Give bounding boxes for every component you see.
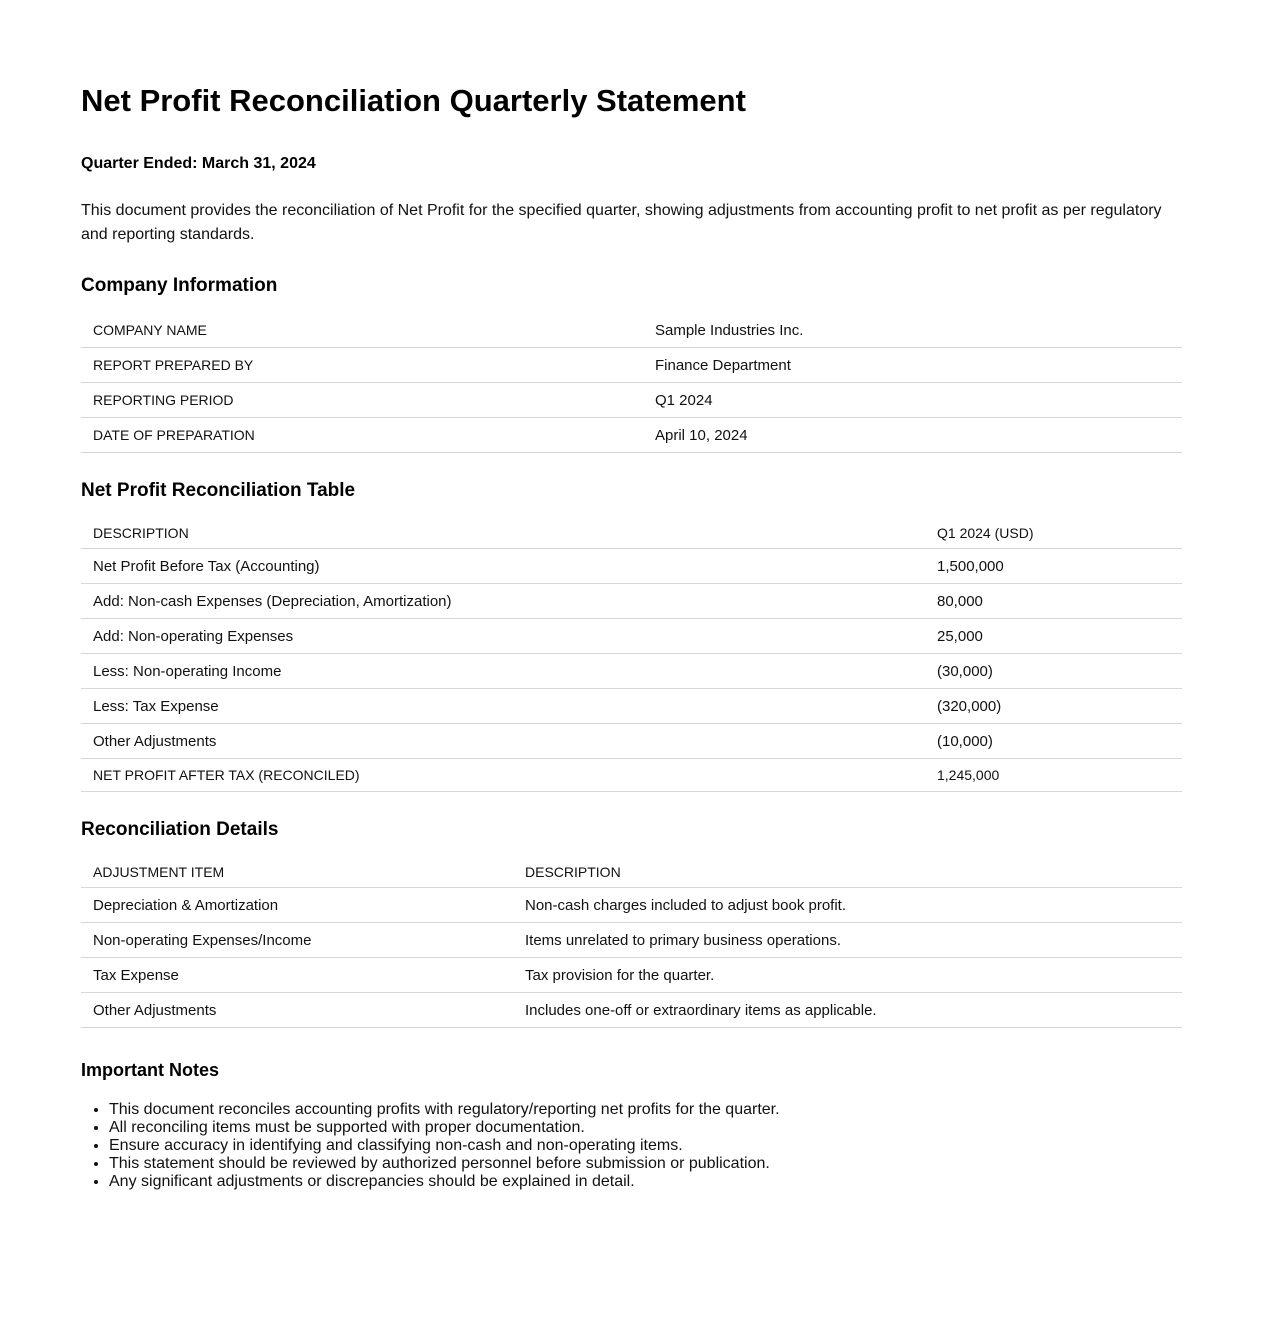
row-description: Add: Non-operating Expenses bbox=[81, 619, 925, 654]
row-description: Net Profit Before Tax (Accounting) bbox=[81, 549, 925, 584]
table-header-row bbox=[81, 518, 1182, 549]
total-description: NET PROFIT AFTER TAX (RECONCILED) bbox=[81, 759, 925, 792]
list-item: • Any significant adjustments or discrepancies should be explained in detail. bbox=[109, 1173, 1182, 1191]
company-name-value: Sample Industries Inc. bbox=[643, 313, 1182, 348]
table-row bbox=[81, 549, 1182, 584]
table-row bbox=[81, 654, 1182, 689]
total-row bbox=[81, 759, 1182, 792]
adjustment-description: Includes one-off or extraordinary items as applicable. bbox=[513, 993, 1182, 1028]
column-header-description: DESCRIPTION bbox=[513, 857, 1182, 888]
intro-paragraph: This document provides the reconciliation of Net Profit for the specified quarter, showing adjustments from accounting profit to net profit as per regulatory and reporting standards. bbox=[81, 202, 1162, 243]
column-header-amount: Q1 2024 (USD) bbox=[925, 518, 1182, 549]
list-item: • Ensure accuracy in identifying and classifying non-cash and non-operating items. bbox=[109, 1137, 1182, 1155]
total-amount: 1,245,000 bbox=[925, 759, 1182, 792]
prepared-by-label: REPORT PREPARED BY bbox=[81, 348, 643, 383]
table-row bbox=[81, 923, 1182, 958]
column-header-description: DESCRIPTION bbox=[81, 518, 925, 549]
column-header-adjustment-item: ADJUSTMENT ITEM bbox=[81, 857, 513, 888]
details-heading: Reconciliation Details bbox=[81, 819, 279, 840]
reconciliation-heading: Net Profit Reconciliation Table bbox=[81, 480, 356, 501]
company-name-label: COMPANY NAME bbox=[81, 313, 643, 348]
table-row bbox=[81, 888, 1182, 923]
date-of-preparation-value: April 10, 2024 bbox=[643, 418, 1182, 453]
table-row bbox=[81, 584, 1182, 619]
adjustment-description: Non-cash charges included to adjust book profit. bbox=[513, 888, 1182, 923]
row-amount: 25,000 bbox=[925, 619, 1182, 654]
row-amount: 1,500,000 bbox=[925, 549, 1182, 584]
prepared-by-value: Finance Department bbox=[643, 348, 1182, 383]
adjustment-description: Items unrelated to primary business operations. bbox=[513, 923, 1182, 958]
row-amount: (10,000) bbox=[925, 724, 1182, 759]
row-description: Less: Tax Expense bbox=[81, 689, 925, 724]
table-row bbox=[81, 619, 1182, 654]
reporting-period-value: Q1 2024 bbox=[643, 383, 1182, 418]
reconciliation-details-table bbox=[81, 857, 1182, 1028]
table-row bbox=[81, 689, 1182, 724]
row-description: Add: Non-cash Expenses (Depreciation, Amortization) bbox=[81, 584, 925, 619]
notes-list bbox=[81, 1101, 1182, 1191]
table-row bbox=[81, 724, 1182, 759]
table-row bbox=[81, 383, 1182, 418]
table-header-row bbox=[81, 857, 1182, 888]
quarter-ended: Quarter Ended: March 31, 2024 bbox=[81, 155, 316, 172]
company-info-heading: Company Information bbox=[81, 275, 278, 296]
notes-heading: Important Notes bbox=[81, 1060, 220, 1080]
row-amount: 80,000 bbox=[925, 584, 1182, 619]
list-item: • This statement should be reviewed by authorized personnel before submission or publication. bbox=[109, 1155, 1182, 1173]
adjustment-item: Non-operating Expenses/Income bbox=[81, 923, 513, 958]
table-row bbox=[81, 418, 1182, 453]
adjustment-item: Other Adjustments bbox=[81, 993, 513, 1028]
reconciliation-table bbox=[81, 518, 1182, 792]
row-description: Other Adjustments bbox=[81, 724, 925, 759]
row-description: Less: Non-operating Income bbox=[81, 654, 925, 689]
list-item: • All reconciling items must be supported with proper documentation. bbox=[109, 1119, 1182, 1137]
adjustment-item: Tax Expense bbox=[81, 958, 513, 993]
table-row bbox=[81, 993, 1182, 1028]
adjustment-item: Depreciation & Amortization bbox=[81, 888, 513, 923]
page-title: Net Profit Reconciliation Quarterly Statement bbox=[81, 83, 746, 118]
row-amount: (30,000) bbox=[925, 654, 1182, 689]
list-item: • This document reconciles accounting profits with regulatory/reporting net profits for the quarter. bbox=[109, 1101, 1182, 1119]
company-info-table bbox=[81, 313, 1182, 453]
table-row bbox=[81, 313, 1182, 348]
date-of-preparation-label: DATE OF PREPARATION bbox=[81, 418, 643, 453]
table-row bbox=[81, 958, 1182, 993]
reporting-period-label: REPORTING PERIOD bbox=[81, 383, 643, 418]
adjustment-description: Tax provision for the quarter. bbox=[513, 958, 1182, 993]
row-amount: (320,000) bbox=[925, 689, 1182, 724]
table-row bbox=[81, 348, 1182, 383]
